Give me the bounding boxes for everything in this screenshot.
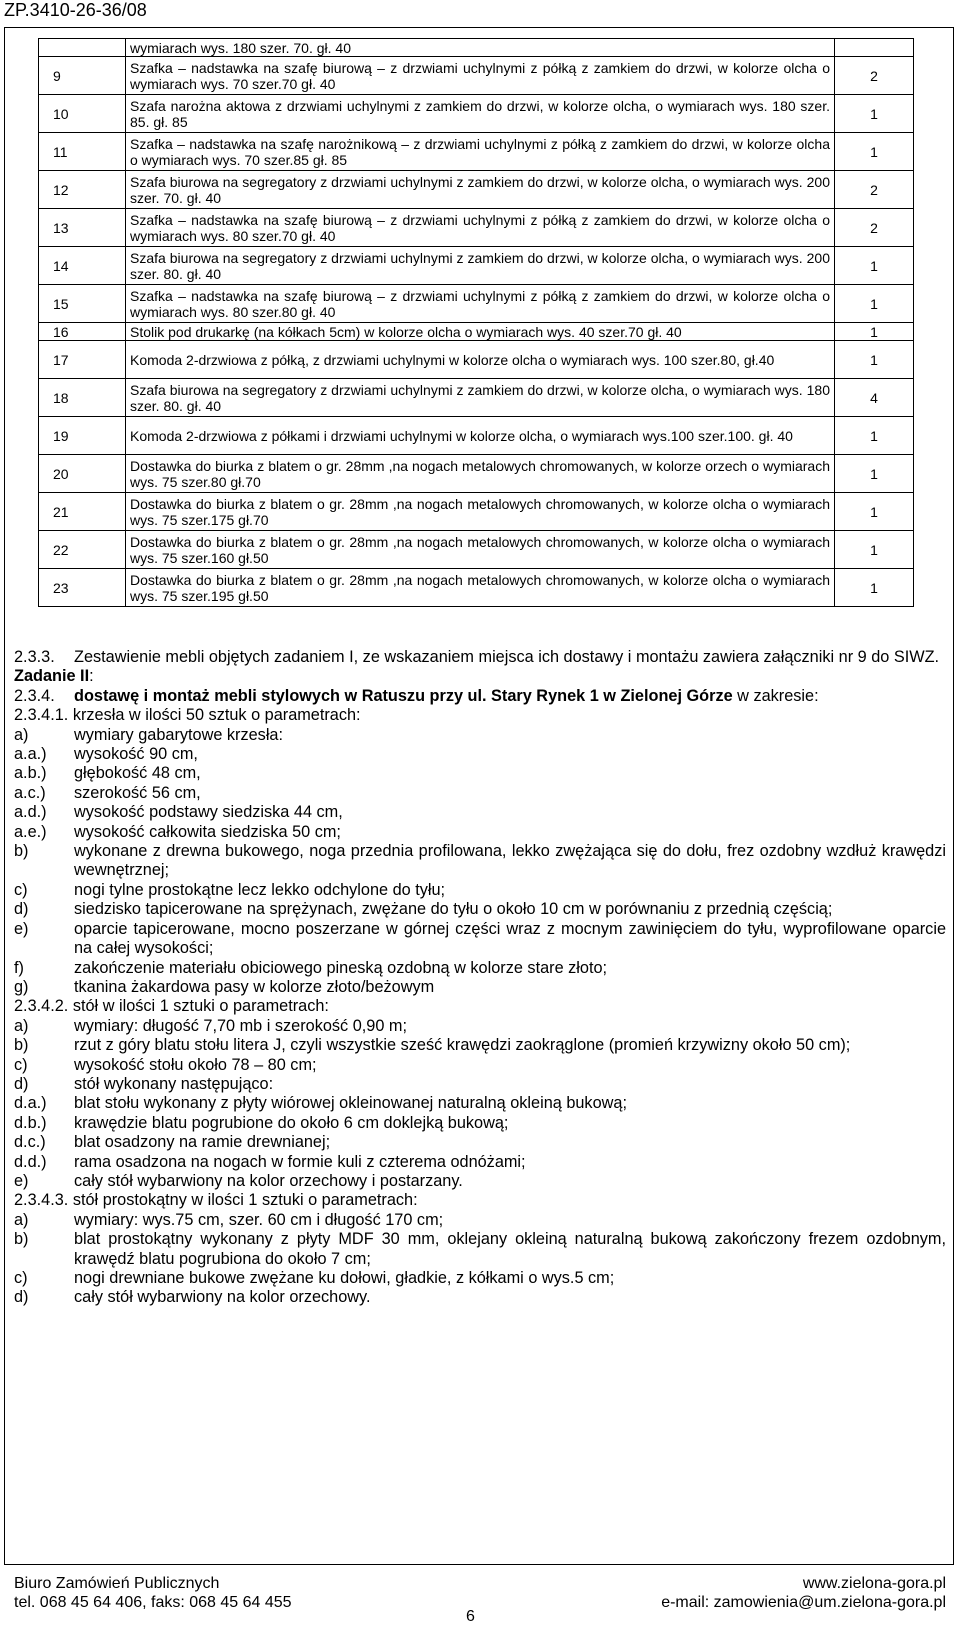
list-item-label: a.e.) <box>14 822 47 841</box>
rect-table-parameter-list <box>14 1211 946 1308</box>
row-description: Szafka – nadstawka na szafę biurową – z drzwiami uchylnymi z półką z zamkiem do drzwi, w kolorze olcha o wymiarach wys. 80 szer.80 gł. 40 <box>126 285 835 323</box>
footer-website-link[interactable]: www.zielona-gora.pl <box>802 1575 946 1592</box>
list-item <box>14 803 946 822</box>
table-row <box>39 417 914 455</box>
list-item-label: a) <box>14 1016 29 1035</box>
row-quantity: 1 <box>835 285 914 323</box>
list-item-label: c) <box>14 880 28 899</box>
task-heading <box>14 667 946 686</box>
list-item-label: d.b.) <box>14 1113 47 1132</box>
table-row <box>39 455 914 493</box>
row-description: Komoda 2-drzwiowa z półkami i drzwiami uchylnymi w kolorze olcha, o wymiarach wys.100 szer.100. gł. 40 <box>126 417 835 455</box>
row-description: wymiarach wys. 180 szer. 70. gł. 40 <box>126 39 835 57</box>
list-item-label: b) <box>14 1036 29 1055</box>
row-description: Szafa biurowa na segregatory z drzwiami uchylnymi z zamkiem do drzwi, w kolorze olcha, o wymiarach wys. 200 szer. 80. gł. 40 <box>126 247 835 285</box>
list-item-text: siedzisko tapicerowane na sprężynach, zwężane do tyłu o około 10 cm w porównaniu z przednią częścią; <box>74 900 833 919</box>
list-item-label: c) <box>14 1269 28 1287</box>
list-item-label: d) <box>14 1288 29 1307</box>
footer-phone: tel. 068 45 64 406, faks: 068 45 64 455 <box>14 1594 292 1611</box>
list-item <box>14 959 946 978</box>
list-item <box>14 1056 946 1075</box>
row-description: Szafa biurowa na segregatory z drzwiami uchylnymi z zamkiem do drzwi, w kolorze olcha, o wymiarach wys. 180 szer. 80. gł. 40 <box>126 379 835 417</box>
list-item-text: tkanina żakardowa pasy w kolorze złoto/beżowym <box>74 977 435 996</box>
list-item <box>14 1288 946 1307</box>
list-item <box>14 1017 946 1036</box>
list-item-text: nogi drewniane bukowe zwężane ku dołowi, gładkie, z kółkami o wys.5 cm; <box>74 1269 615 1287</box>
row-number: 16 <box>39 323 126 341</box>
row-quantity: 1 <box>835 341 914 379</box>
table-heading: 2.3.4.2. stół w ilości 1 sztuki o parametrach: <box>14 997 329 1016</box>
row-number: 12 <box>39 171 126 209</box>
section-text <box>74 687 946 706</box>
list-item-text: krawędzie blatu pogrubione do około 6 cm doklejką bukową; <box>74 1113 509 1132</box>
task-label: Zadanie II <box>14 667 90 686</box>
table-row <box>39 493 914 531</box>
list-item-text: wysokość podstawy siedziska 44 cm, <box>74 803 343 822</box>
row-description: Szafa biurowa na segregatory z drzwiami uchylnymi z zamkiem do drzwi, w kolorze olcha, o wymiarach wys. 200 szer. 70. gł. 40 <box>126 171 835 209</box>
row-quantity: 2 <box>835 57 914 95</box>
list-item-label: e) <box>14 919 29 938</box>
row-quantity: 1 <box>835 417 914 455</box>
row-quantity: 2 <box>835 209 914 247</box>
row-number: 10 <box>39 95 126 133</box>
list-item-label: c) <box>14 1055 28 1074</box>
list-item-label: a.b.) <box>14 764 47 783</box>
row-quantity: 1 <box>835 323 914 341</box>
list-item-label: d) <box>14 900 29 919</box>
row-quantity <box>835 39 914 57</box>
chair-parameter-list <box>14 726 946 998</box>
section-number: 2.3.3. <box>14 648 55 666</box>
list-item-label: a) <box>14 725 29 744</box>
list-item-label: d.a.) <box>14 1094 47 1113</box>
list-item-text: rzut z góry blatu stołu litera J, czyli wszystkie sześć krawędzi zaokrąglone (promień krzywizny około 50 cm); <box>74 1036 851 1055</box>
section-2-3-4 <box>14 687 946 706</box>
row-description: Dostawka do biurka z blatem o gr. 28mm ,na nogach metalowych chromowanych, w kolorze olcha o wymiarach wys. 75 szer.195 gł.50 <box>126 569 835 607</box>
row-quantity: 1 <box>835 133 914 171</box>
document-body <box>14 648 946 1308</box>
row-description: Szafka – nadstawka na szafę narożnikową – z drzwiami uchylnymi z półką z zamkiem do drzwi, w kolorze olcha o wymiarach wys. 70 szer.85 gł. 85 <box>126 133 835 171</box>
list-item <box>14 1153 946 1172</box>
table-row <box>39 133 914 171</box>
list-item-text: wymiary gabarytowe krzesła: <box>74 725 284 744</box>
list-item-text: nogi tylne prostokątne lecz lekko odchylone do tyłu; <box>74 880 446 899</box>
table-row <box>39 39 914 57</box>
list-item <box>14 900 946 919</box>
list-item <box>14 823 946 842</box>
row-number: 9 <box>39 57 126 95</box>
list-item-text: blat stołu wykonany z płyty wiórowej okleinowanej naturalną okleiną bukową; <box>74 1094 627 1113</box>
row-number: 23 <box>39 569 126 607</box>
document-id: ZP.3410-26-36/08 <box>4 0 147 20</box>
list-item <box>14 842 946 881</box>
list-item-text: oparcie tapicerowane, mocno poszerzane w górnej części wraz z mocnym zawinięciem do tyłu, wyprofilowane oparcie na całej wysokości; <box>74 919 946 958</box>
list-item <box>14 1133 946 1152</box>
row-quantity: 1 <box>835 455 914 493</box>
row-number: 14 <box>39 247 126 285</box>
list-item-label: g) <box>14 977 29 996</box>
row-number: 13 <box>39 209 126 247</box>
row-quantity: 1 <box>835 569 914 607</box>
table-row <box>39 323 914 341</box>
row-quantity: 1 <box>835 531 914 569</box>
list-item <box>14 1114 946 1133</box>
list-item <box>14 1269 946 1288</box>
table-row <box>39 95 914 133</box>
row-quantity: 1 <box>835 493 914 531</box>
list-item-text: wysokość całkowita siedziska 50 cm; <box>74 822 341 841</box>
task-colon: : <box>89 667 94 686</box>
list-item-label: a) <box>14 1210 29 1229</box>
list-item-text: wysokość stołu około 78 – 80 cm; <box>74 1055 317 1074</box>
list-item-text: stół wykonany następująco: <box>74 1074 274 1093</box>
row-description: Dostawka do biurka z blatem o gr. 28mm ,na nogach metalowych chromowanych, w kolorze olcha o wymiarach wys. 75 szer.175 gł.70 <box>126 493 835 531</box>
row-number: 22 <box>39 531 126 569</box>
table-row <box>39 341 914 379</box>
list-item-text: wysokość 90 cm, <box>74 745 198 764</box>
table-row <box>39 57 914 95</box>
list-item-label: f) <box>14 958 24 977</box>
list-item-text: zakończenie materiału obiciowego pineską ozdobną w kolorze stare złoto; <box>74 958 608 977</box>
list-item-label: d.c.) <box>14 1133 46 1152</box>
row-quantity: 4 <box>835 379 914 417</box>
list-item <box>14 726 946 745</box>
footer-office: Biuro Zamówień Publicznych <box>14 1575 220 1592</box>
row-description: Szafa narożna aktowa z drzwiami uchylnymi z zamkiem do drzwi, w kolorze olcha, o wymiarach wys. 180 szer. 85. gł. 85 <box>126 95 835 133</box>
list-item-text: wykonane z drewna bukowego, noga przednia profilowana, lekko zwężająca się do dołu, frez ozdobny wzdłuż krawędzi wewnętrznej; <box>74 842 946 880</box>
row-number <box>39 39 126 57</box>
list-item-text: wymiary: długość 7,70 mb i szerokość 0,90 m; <box>74 1016 407 1035</box>
list-item-text: szerokość 56 cm, <box>74 783 201 802</box>
section-2-3-3 <box>14 648 946 667</box>
list-item-label: b) <box>14 1230 29 1249</box>
rect-table-heading: 2.3.4.3. stół prostokątny w ilości 1 sztuki o parametrach: <box>14 1191 418 1210</box>
list-item <box>14 920 946 959</box>
table-row <box>39 569 914 607</box>
row-number: 19 <box>39 417 126 455</box>
row-description: Dostawka do biurka z blatem o gr. 28mm ,na nogach metalowych chromowanych, w kolorze olcha o wymiarach wys. 75 szer.160 gł.50 <box>126 531 835 569</box>
list-item <box>14 764 946 783</box>
list-item <box>14 978 946 997</box>
list-item-text: rama osadzona na nogach w formie kuli z czterema odnóżami; <box>74 1152 526 1171</box>
table-row <box>39 171 914 209</box>
section-bold-text: dostawę i montaż mebli stylowych w Ratuszu przy ul. Stary Rynek 1 w Zielonej Górze <box>74 686 733 705</box>
section-text: Zestawienie mebli objętych zadaniem I, ze wskazaniem miejsca ich dostawy i montażu zawiera załączniki nr 9 do SIWZ. <box>74 648 940 666</box>
table-row <box>39 247 914 285</box>
list-item-label: e) <box>14 1171 29 1190</box>
list-item-text: głębokość 48 cm, <box>74 764 201 783</box>
row-description: Komoda 2-drzwiowa z półką, z drzwiami uchylnymi w kolorze olcha o wymiarach wys. 100 szer.80, gł.40 <box>126 341 835 379</box>
row-description: Szafka – nadstawka na szafę biurową – z drzwiami uchylnymi z półką z zamkiem do drzwi, w kolorze olcha o wymiarach wys. 70 szer.70 gł. 40 <box>126 57 835 95</box>
row-number: 21 <box>39 493 126 531</box>
table-parameter-list <box>14 1017 946 1192</box>
table-row <box>39 285 914 323</box>
list-item-label: d.d.) <box>14 1152 47 1171</box>
section-number: 2.3.4. <box>14 686 55 705</box>
row-number: 18 <box>39 379 126 417</box>
list-item-text: blat prostokątny wykonany z płyty MDF 30 mm, oklejany okleiną naturalną bukową zakończony frezem ozdobnym, krawędź blatu pogrubiona do około 7 cm; <box>74 1230 946 1268</box>
footer-email-link[interactable]: e-mail: zamowienia@um.zielona-gora.pl <box>661 1594 946 1611</box>
row-quantity: 1 <box>835 95 914 133</box>
row-number: 11 <box>39 133 126 171</box>
list-item <box>14 1094 946 1113</box>
row-quantity: 2 <box>835 171 914 209</box>
list-item <box>14 784 946 803</box>
list-item <box>14 1230 946 1269</box>
page-number: 6 <box>466 1608 475 1625</box>
list-item-label: a.d.) <box>14 803 47 822</box>
row-number: 20 <box>39 455 126 493</box>
list-item <box>14 1172 946 1191</box>
list-item <box>14 1036 946 1055</box>
list-item <box>14 1075 946 1094</box>
list-item-label: a.a.) <box>14 745 47 764</box>
furniture-table-body <box>39 39 914 607</box>
row-description: Szafka – nadstawka na szafę biurową – z drzwiami uchylnymi z półką z zamkiem do drzwi, w kolorze olcha o wymiarach wys. 80 szer.70 gł. 40 <box>126 209 835 247</box>
table-row <box>39 209 914 247</box>
list-item-text: cały stół wybarwiony na kolor orzechowy. <box>74 1288 371 1307</box>
row-description: Dostawka do biurka z blatem o gr. 28mm ,na nogach metalowych chromowanych, w kolorze orzech o wymiarach wys. 75 szer.80 gł.70 <box>126 455 835 493</box>
table-row <box>39 379 914 417</box>
furniture-table <box>38 38 914 607</box>
list-item <box>14 1211 946 1230</box>
chairs-heading: 2.3.4.1. krzesła w ilości 50 sztuk o parametrach: <box>14 706 361 725</box>
list-item-text: blat osadzony na ramie drewnianej; <box>74 1133 331 1152</box>
row-number: 15 <box>39 285 126 323</box>
list-item-text: cały stół wybarwiony na kolor orzechowy i postarzany. <box>74 1171 463 1190</box>
row-description: Stolik pod drukarkę (na kółkach 5cm) w kolorze olcha o wymiarach wys. 40 szer.70 gł. 40 <box>126 323 835 341</box>
row-quantity: 1 <box>835 247 914 285</box>
footer-right <box>661 1574 946 1612</box>
footer-left <box>14 1574 292 1612</box>
row-number: 17 <box>39 341 126 379</box>
list-item <box>14 881 946 900</box>
section-rest-text: w zakresie: <box>732 686 819 705</box>
list-item-label: d) <box>14 1074 29 1093</box>
list-item <box>14 745 946 764</box>
list-item-text: wymiary: wys.75 cm, szer. 60 cm i długość 170 cm; <box>74 1210 444 1229</box>
list-item-label: a.c.) <box>14 783 46 802</box>
list-item-label: b) <box>14 842 29 861</box>
table-row <box>39 531 914 569</box>
